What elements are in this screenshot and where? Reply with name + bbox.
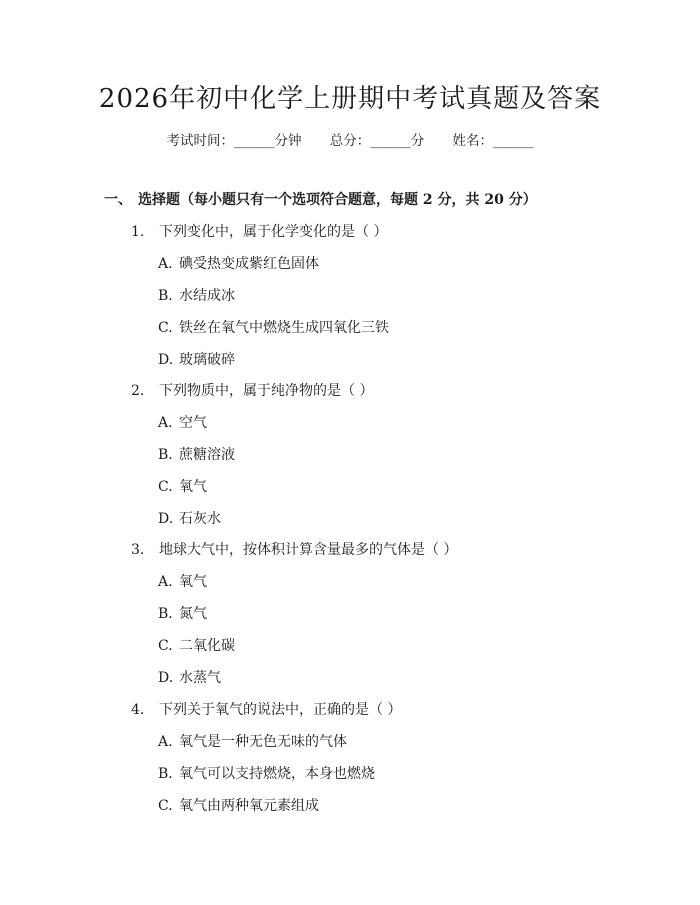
exam-time-field: 考试时间：______分钟 <box>166 133 302 149</box>
option-text: 空气 <box>179 415 207 431</box>
option-text: 玻璃破碎 <box>179 352 235 368</box>
question-text: 下列关于氧气的说法中，正确的是（ ） <box>159 702 402 718</box>
option-text: 氧气可以支持燃烧，本身也燃烧 <box>179 766 375 782</box>
question-text: 下列物质中，属于纯净物的是（ ） <box>159 383 374 399</box>
option-letter: B. <box>158 606 173 622</box>
option-letter: C. <box>158 320 173 336</box>
option-text: 石灰水 <box>179 511 221 527</box>
section-title: 选择题（每小题只有一个选项符合题意，每题 2 分，共 20 分） <box>138 192 537 208</box>
option-letter: B. <box>158 288 173 304</box>
option-text: 氮气 <box>179 606 207 622</box>
section-number: 一、 <box>104 192 132 208</box>
option <box>158 764 375 784</box>
total-score-field: 总分：______分 <box>329 133 425 149</box>
option <box>158 796 319 816</box>
question-number: 3. <box>131 542 145 558</box>
student-name-field: 姓名：______ <box>452 133 534 149</box>
option <box>158 668 221 688</box>
question <box>131 700 401 720</box>
option <box>158 254 319 274</box>
option-letter: A. <box>158 415 173 431</box>
option-letter: B. <box>158 447 173 463</box>
option-text: 氧气 <box>179 574 207 590</box>
option-letter: D. <box>158 352 174 368</box>
question-text: 下列变化中，属于化学变化的是（ ） <box>159 224 388 240</box>
option-text: 蔗糖溶液 <box>179 447 235 463</box>
option <box>158 509 221 529</box>
section-heading <box>104 190 537 210</box>
option-text: 氧气由两种氧元素组成 <box>179 798 319 814</box>
option-letter: C. <box>158 798 173 814</box>
option <box>158 572 207 592</box>
question-number: 4. <box>131 702 145 718</box>
option <box>158 413 207 433</box>
option-letter: A. <box>158 734 173 750</box>
page-title: 2026年初中化学上册期中考试真题及答案 <box>98 84 602 114</box>
option-text: 二氧化碳 <box>179 638 235 654</box>
option-letter: C. <box>158 638 173 654</box>
option <box>158 445 235 465</box>
option <box>158 477 207 497</box>
option-letter: A. <box>158 256 173 272</box>
option-text: 水结成冰 <box>179 288 235 304</box>
option-letter: D. <box>158 670 174 686</box>
option <box>158 636 235 656</box>
option-text: 氧气 <box>179 479 207 495</box>
option-text: 氧气是一种无色无味的气体 <box>179 734 347 750</box>
option-letter: D. <box>158 511 174 527</box>
option-text: 水蒸气 <box>179 670 221 686</box>
question-number: 2. <box>131 383 145 399</box>
option <box>158 732 347 752</box>
question <box>131 222 387 242</box>
exam-meta <box>0 131 700 151</box>
option <box>158 318 389 338</box>
question <box>131 381 373 401</box>
option-text: 铁丝在氧气中燃烧生成四氧化三铁 <box>179 320 389 336</box>
option-text: 碘受热变成紫红色固体 <box>179 256 319 272</box>
option <box>158 350 235 370</box>
question <box>131 540 457 560</box>
question-text: 地球大气中，按体积计算含量最多的气体是（ ） <box>159 542 458 558</box>
option-letter: A. <box>158 574 173 590</box>
option <box>158 604 207 624</box>
option-letter: C. <box>158 479 173 495</box>
option-letter: B. <box>158 766 173 782</box>
question-number: 1. <box>131 224 145 240</box>
option <box>158 286 235 306</box>
